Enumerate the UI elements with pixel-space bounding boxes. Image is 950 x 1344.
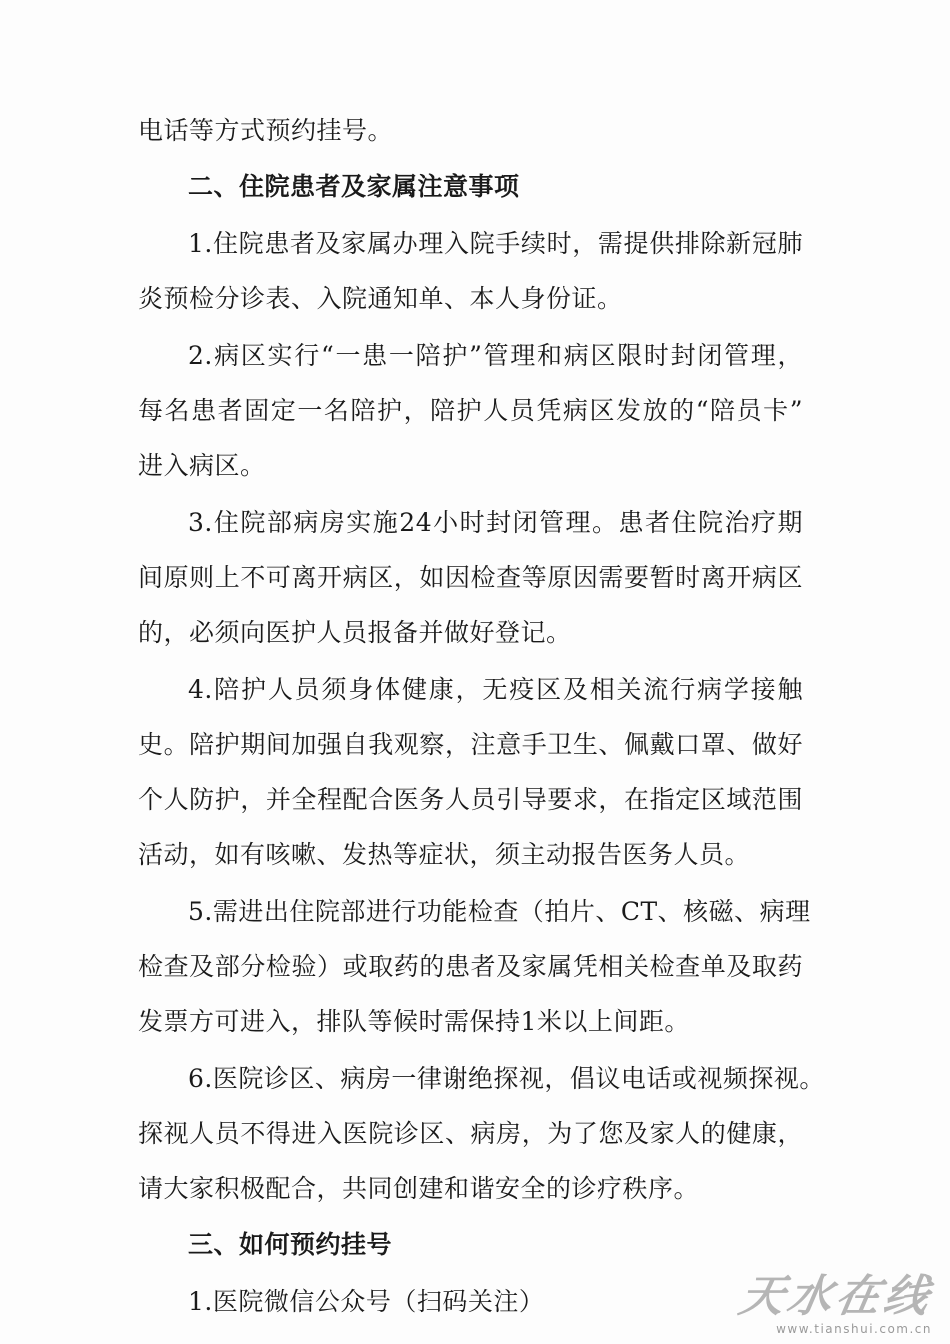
- section-2-item-2: [138, 343, 803, 478]
- section-2-item-6: [138, 1064, 825, 1203]
- item-3-line-1: 3.住院部病房实施24小时封闭管理。患者住院治疗期: [188, 508, 803, 537]
- item-1-line-1: 1.住院患者及家属办理入院手续时，需提供排除新冠肺: [188, 229, 803, 258]
- item-5-line-1: 5.需进出住院部进行功能检查（拍片、CT、核磁、病理: [188, 897, 811, 926]
- document-body: [138, 116, 825, 1316]
- item-4-line-1: 4.陪护人员须身体健康，无疫区及相关流行病学接触: [188, 675, 803, 704]
- section-2-heading: 二、住院患者及家属注意事项: [188, 172, 520, 201]
- item-6-line-3: 请大家积极配合，共同创建和谐安全的诊疗秩序。: [138, 1174, 700, 1203]
- watermark-logo: 天水在线: [735, 1271, 937, 1322]
- section-3-item-1: [138, 1289, 803, 1314]
- item-4-line-4: 活动，如有咳嗽、发热等症状，须主动报告医务人员。: [138, 840, 751, 869]
- watermark-url: www.tianshui.com.cn: [776, 1322, 932, 1336]
- section-3-item-1-line-1: 1.医院微信公众号（扫码关注）: [188, 1287, 545, 1316]
- section-2-item-3: [138, 510, 803, 645]
- item-4-line-3: 个人防护，并全程配合医务人员引导要求，在指定区域范围: [138, 785, 803, 814]
- item-4-line-2: 史。陪护期间加强自我观察，注意手卫生、佩戴口罩、做好: [138, 730, 803, 759]
- item-6-line-1: 6.医院诊区、病房一律谢绝探视，倡议电话或视频探视。: [188, 1064, 825, 1093]
- section-2-item-1: [138, 231, 803, 311]
- item-2-line-1: 2.病区实行“一患一陪护”管理和病区限时封闭管理，: [188, 341, 803, 370]
- item-2-line-2: 每名患者固定一名陪护，陪护人员凭病区发放的“陪员卡”: [138, 396, 803, 425]
- section-2-item-4: [138, 677, 803, 867]
- intro-line-1: 电话等方式预约挂号。: [138, 116, 394, 145]
- item-3-line-2: 间原则上不可离开病区，如因检查等原因需要暂时离开病区: [138, 563, 803, 592]
- item-5-line-3: 发票方可进入，排队等候时需保持1米以上间距。: [138, 1007, 690, 1036]
- section-3-heading: 三、如何预约挂号: [188, 1230, 393, 1259]
- item-1-line-2: 炎预检分诊表、入院通知单、本人身份证。: [138, 284, 623, 313]
- section-2-item-5: [138, 897, 811, 1036]
- item-5-line-2: 检查及部分检验）或取药的患者及家属凭相关检查单及取药: [138, 952, 803, 981]
- site-watermark: [732, 1271, 937, 1336]
- item-2-line-3: 进入病区。: [138, 451, 266, 480]
- item-3-line-3: 的，必须向医护人员报备并做好登记。: [138, 618, 572, 647]
- item-6-line-2: 探视人员不得进入医院诊区、病房，为了您及家人的健康，: [138, 1119, 803, 1148]
